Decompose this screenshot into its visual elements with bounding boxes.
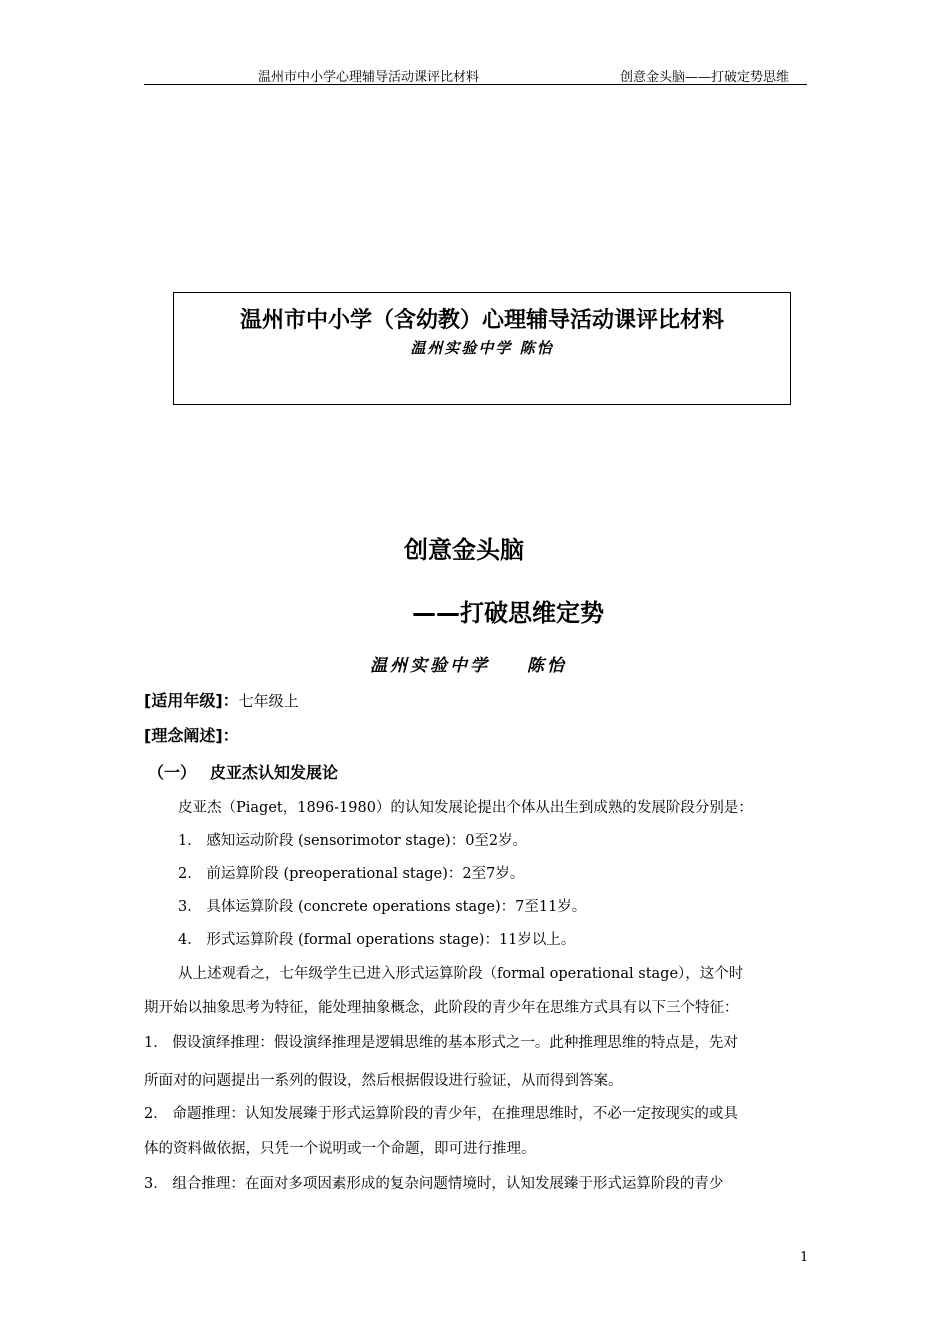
body-line: 1． 感知运动阶段 (sensorimotor stage)：0至2岁。 <box>178 833 528 849</box>
header-divider <box>144 84 807 85</box>
cover-box-subtitle: 温州实验中学 陈怡 <box>410 339 554 357</box>
body-line: 3． 具体运算阶段 (concrete operations stage)：7至11岁。 <box>178 899 587 915</box>
body-line: 3． 组合推理：在面对多项因素形成的复杂问题情境时，认知发展臻于形式运算阶段的青少 <box>144 1176 724 1192</box>
body-line: 2． 前运算阶段 (preoperational stage)：2至7岁。 <box>178 866 525 882</box>
main-title: 创意金头脑 <box>404 536 524 564</box>
body-line: 1． 假设演绎推理：假设演绎推理是逻辑思维的基本形式之一。此种推理思维的特点是，先对 <box>144 1035 738 1051</box>
header-right-text: 创意金头脑——打破定势思维 <box>620 70 790 85</box>
body-line: 2． 命题推理：认知发展臻于形式运算阶段的青少年，在推理思维时，不必一定按现实的或具 <box>144 1106 738 1122</box>
cover-box-title: 温州市中小学（含幼教）心理辅导活动课评比材料 <box>239 308 724 333</box>
section-title: 皮亚杰认知发展论 <box>210 763 339 782</box>
cover-box <box>173 292 791 405</box>
body-line: 期开始以抽象思考为特征，能处理抽象概念，此阶段的青少年在思维方式具有以下三个特征： <box>144 1000 739 1016</box>
section-heading <box>148 760 338 783</box>
grade-label: [适用年级]： <box>144 691 239 710</box>
body-line: 所面对的问题提出一系列的假设，然后根据假设进行验证，从而得到答案。 <box>144 1073 623 1089</box>
header-left-text: 温州市中小学心理辅导活动课评比材料 <box>258 70 480 85</box>
body-line: 皮亚杰（Piaget，1896-1980）的认知发展论提出个体从出生到成熟的发展阶段分别是： <box>178 800 753 816</box>
grade-line <box>144 688 299 711</box>
body-line: 体的资料做依据，只凭一个说明或一个命题，即可进行推理。 <box>144 1141 536 1157</box>
body-line: 4． 形式运算阶段 (formal operations stage)：11岁以上。 <box>178 932 576 948</box>
page-number: 1 <box>800 1250 809 1265</box>
sub-title: ——打破思维定势 <box>412 599 604 627</box>
rationale-label: [理念阐述]： <box>144 726 239 745</box>
body-line: 从上述观看之，七年级学生已进入形式运算阶段（formal operational stage），这个时 <box>178 966 744 982</box>
grade-value: 七年级上 <box>238 692 299 710</box>
section-number: （一） <box>148 763 197 782</box>
author-line: 温州实验中学 陈怡 <box>370 656 567 676</box>
